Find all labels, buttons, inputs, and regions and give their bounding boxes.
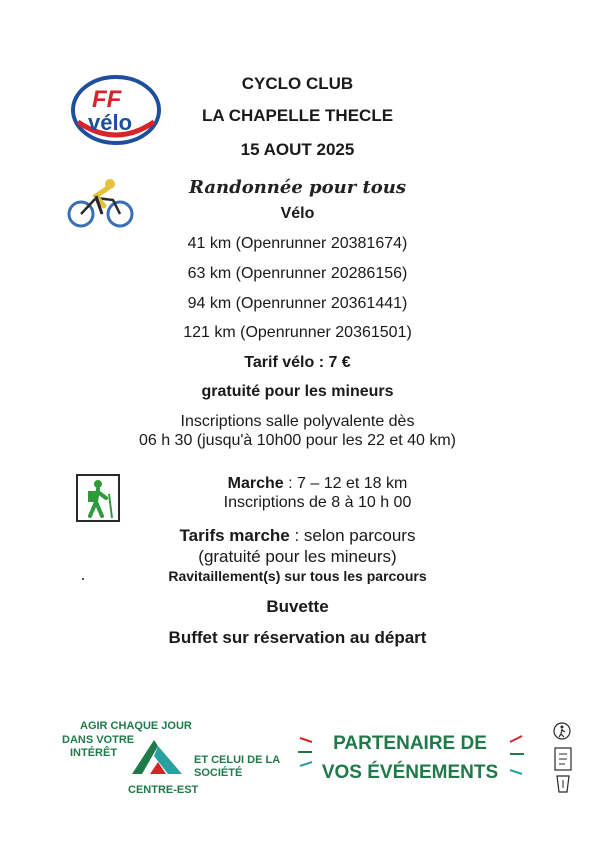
- ride-subtitle: Vélo: [280, 205, 315, 222]
- margin-dot: [82, 578, 84, 580]
- walk-label: Marche: [227, 475, 284, 492]
- route-94: 94 km (Openrunner 20361441): [187, 295, 408, 312]
- sponsor-slogan-3: INTÉRÊT: [70, 747, 118, 759]
- walk-tarifs-label: Tarifs marche: [179, 526, 290, 545]
- buvette: Buvette: [266, 597, 329, 616]
- tidyman-icon: [553, 722, 571, 744]
- ffvelo-logo-bottom: vélo: [88, 110, 133, 135]
- sponsor-region: CENTRE-EST: [128, 784, 199, 796]
- ride-title: Randonnée pour tous: [188, 177, 407, 198]
- credit-agricole-logo: [128, 736, 186, 778]
- hiker-icon: [76, 474, 120, 522]
- partner-line-1: PARTENAIRE DE: [333, 733, 487, 754]
- sponsor-slogan-1: AGIR CHAQUE JOUR: [80, 720, 192, 732]
- club-name: CYCLO CLUB: [241, 74, 354, 93]
- sponsor-slogan-4: ET CELUI DE LA: [194, 754, 281, 766]
- route-121: 121 km (Openrunner 20361501): [183, 324, 412, 341]
- sponsor-slogan-2: DANS VOTRE: [62, 734, 135, 746]
- walk-tarifs-line: [120, 526, 475, 546]
- recycling-icon: [553, 746, 573, 796]
- partner-sparkle-left: [296, 732, 320, 772]
- town-name: LA CHAPELLE THECLE: [201, 106, 394, 125]
- walk-minors: (gratuité pour les mineurs): [198, 547, 397, 566]
- ffvelo-logo-top: FF: [92, 86, 122, 113]
- partner-sparkle-right: [502, 732, 526, 778]
- ffvelo-logo: [70, 74, 162, 146]
- ride-minors: gratuité pour les mineurs: [201, 383, 394, 400]
- ravitaillement: Ravitaillement(s) sur tous les parcours: [168, 568, 427, 584]
- walk-tarifs-value: : selon parcours: [289, 526, 416, 545]
- event-date: 15 AOUT 2025: [240, 140, 355, 159]
- partner-line-2: VOS ÉVÉNEMENTS: [321, 762, 499, 783]
- walk-distances: : 7 – 12 et 18 km: [283, 475, 408, 492]
- ride-tarif: Tarif vélo : 7 €: [244, 354, 351, 371]
- walk-inscriptions: Inscriptions de 8 à 10 h 00: [223, 494, 412, 511]
- buffet: Buffet sur réservation au départ: [168, 628, 427, 647]
- route-63: 63 km (Openrunner 20286156): [187, 265, 408, 282]
- ride-inscriptions-line1: Inscriptions salle polyvalente dès: [180, 413, 415, 430]
- walk-distances-line: [140, 475, 495, 493]
- ride-inscriptions-line2: 06 h 30 (jusqu'à 10h00 pour les 22 et 40 km): [138, 432, 457, 449]
- sponsor-slogan-5: SOCIÉTÉ: [194, 767, 243, 779]
- route-41: 41 km (Openrunner 20381674): [187, 235, 408, 252]
